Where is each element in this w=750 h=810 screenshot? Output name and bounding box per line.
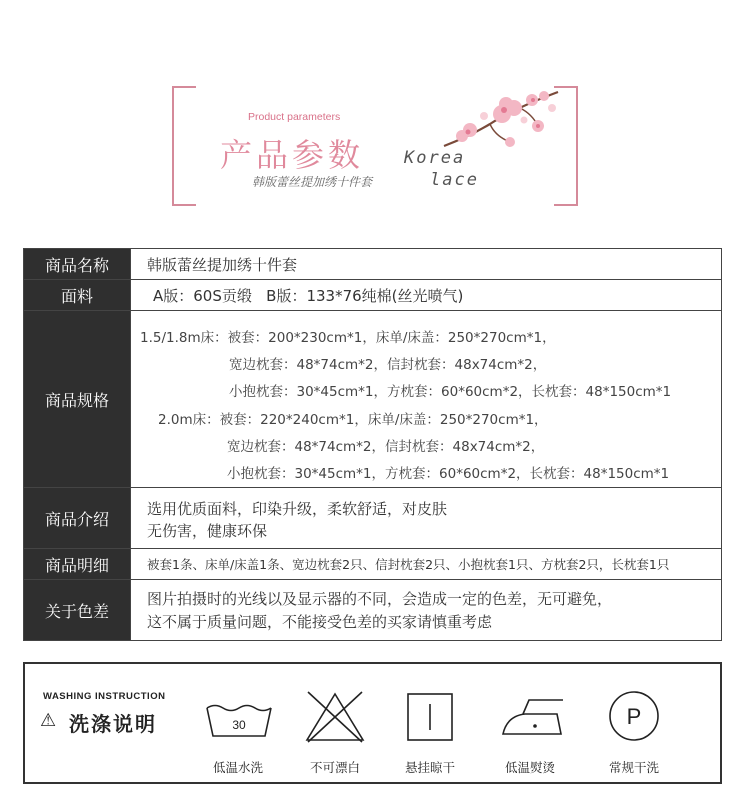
spec-line: 宽边枕套：48*74cm*2，信封枕套：48x74cm*2，: [229, 357, 547, 373]
hang-dry-caption: 悬挂晾干: [404, 760, 455, 775]
spec-table: [23, 248, 722, 641]
washing-instruction-panel: [23, 662, 722, 784]
iron-low-icon: [485, 686, 575, 775]
header-tag-lace: lace: [430, 170, 479, 190]
wash-30-icon: [193, 686, 283, 775]
row-label: 商品规格: [24, 311, 130, 487]
intro-line: 无伤害，健康环保: [147, 522, 268, 540]
product-parameters-header: [172, 86, 578, 202]
row-value: [130, 488, 721, 548]
table-row: [24, 311, 721, 488]
table-row: [24, 549, 721, 580]
row-label: 关于色差: [24, 580, 130, 640]
dry-clean-caption: 常规干洗: [608, 760, 659, 775]
spec-line: 2.0m床：被套：220*240cm*1，床单/床盖：250*270cm*1，: [158, 412, 548, 428]
dry-clean-letter: P: [626, 704, 642, 729]
row-label: 面料: [24, 280, 130, 310]
table-row: [24, 249, 721, 280]
dry-clean-p-icon: [589, 686, 679, 775]
color-note-line: 图片拍摄时的光线以及显示器的不同，会造成一定的色差，无可避免，: [147, 590, 613, 608]
header-subtitle-cn: 韩版蕾丝提加绣十件套: [252, 175, 373, 189]
row-value: A版：60S贡缎 B版：133*76纯棉(丝光喷气): [130, 280, 721, 310]
table-row: [24, 580, 721, 640]
row-label: 商品明细: [24, 549, 130, 579]
washing-title-en: WASHING INSTRUCTION: [43, 691, 166, 702]
no-bleach-caption: 不可漂白: [309, 760, 360, 775]
cherry-blossom-icon: [440, 86, 566, 154]
spec-line: 宽边枕套：48*74cm*2，信封枕套：48x74cm*2，: [227, 439, 545, 455]
hang-dry-icon: [385, 686, 475, 775]
no-bleach-icon: [290, 686, 380, 775]
table-row: [24, 488, 721, 549]
row-label: 商品名称: [24, 249, 130, 279]
intro-line: 选用优质面料，印染升级，柔软舒适，对皮肤: [147, 500, 448, 518]
row-value: 被套1条、床单/床盖1条、宽边枕套2只、信封枕套2只、小抱枕套1只、方枕套2只，长枕套1只: [130, 549, 721, 579]
spec-lines: [130, 311, 721, 487]
warning-icon: ⚠: [40, 710, 57, 731]
washing-title-cn: 洗涤说明: [69, 712, 157, 736]
wash-30-caption: 低温水洗: [212, 760, 263, 775]
spec-line: 小抱枕套：30*45cm*1，方枕套：60*60cm*2，长枕套：48*150cm*1: [227, 466, 670, 482]
header-subtitle-en: Product parameters: [248, 111, 341, 123]
header-title: 产品参数: [220, 136, 365, 174]
color-note-line: 这不属于质量问题，不能接受色差的买家请慎重考虑: [147, 613, 493, 631]
iron-low-caption: 低温熨烫: [504, 760, 555, 775]
row-value: [130, 580, 721, 640]
row-value: 韩版蕾丝提加绣十件套: [130, 249, 721, 279]
wash-temp-label: 30: [232, 718, 246, 732]
row-label: 商品介绍: [24, 488, 130, 548]
spec-line: 小抱枕套：30*45cm*1，方枕套：60*60cm*2，长枕套：48*150cm*1: [229, 384, 672, 400]
header-tag-korea: Korea: [404, 148, 466, 168]
table-row: [24, 280, 721, 311]
spec-line: 1.5/1.8m床：被套：200*230cm*1，床单/床盖：250*270cm*1，: [140, 330, 556, 346]
left-bracket: [172, 86, 196, 206]
